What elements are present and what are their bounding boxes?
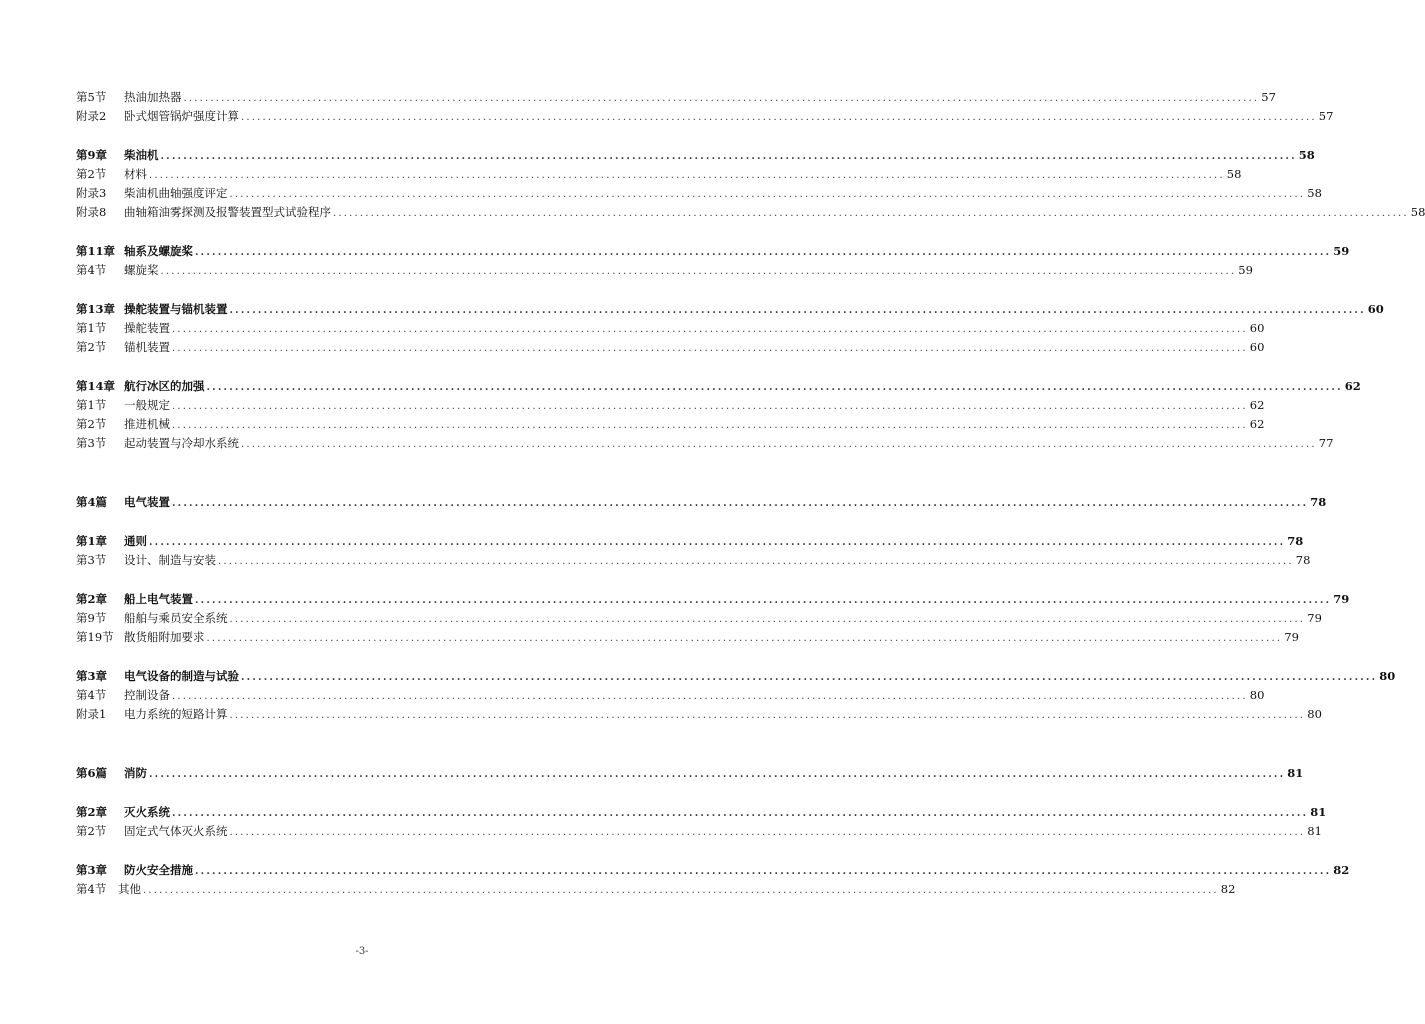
toc-entry-title: 散货船附加要求 [124, 630, 205, 644]
toc-entry[interactable] [76, 107, 1334, 126]
toc-entry-label: 第1章 [76, 534, 108, 548]
toc-entry-label: 第14章 [76, 379, 116, 393]
dot-leader: ........................................................................................................................................................................................................ [229, 189, 1306, 200]
toc-entry[interactable] [76, 667, 1396, 686]
toc-entry[interactable] [76, 319, 1265, 338]
dot-leader: ........................................................................................................................................................................................................ [195, 595, 1332, 606]
toc-entry[interactable] [76, 686, 1265, 705]
toc-entry-page: 81 [1287, 766, 1304, 780]
toc-entry-label: 附录3 [76, 186, 107, 200]
toc-entry-label: 第9章 [76, 148, 108, 162]
dot-leader: ........................................................................................................................................................................................................ [229, 614, 1306, 625]
toc-entry[interactable] [76, 165, 1242, 184]
toc-entry-title: 电气设备的制造与试验 [124, 669, 239, 683]
toc-entry-page: 78 [1310, 495, 1327, 509]
section-gap [76, 453, 650, 493]
toc-entry-title: 控制设备 [124, 688, 170, 702]
toc-entry-label: 第4节 [76, 263, 107, 277]
toc-entry-page: 57 [1261, 90, 1276, 104]
toc-entry-label: 附录8 [76, 205, 107, 219]
toc-entry-label: 第1节 [76, 398, 107, 412]
toc-entry-label: 第4篇 [76, 495, 108, 509]
toc-entry[interactable] [76, 377, 1361, 396]
toc-entry-label: 第2节 [76, 167, 107, 181]
dot-leader: ........................................................................................................................................................................................................ [160, 151, 1297, 162]
toc-entry-page: 81 [1307, 824, 1322, 838]
toc-entry-label: 第13章 [76, 302, 116, 316]
dot-leader: ........................................................................................................................................................................................................ [183, 93, 1260, 104]
toc-entry-title: 固定式气体灭火系统 [124, 824, 228, 838]
table-of-contents [76, 88, 1425, 899]
toc-entry-title: 电力系统的短路计算 [124, 707, 228, 721]
toc-entry-page: 58 [1298, 148, 1315, 162]
toc-entry-label: 第2节 [76, 824, 107, 838]
toc-entry-page: 80 [1307, 707, 1322, 721]
dot-leader: ........................................................................................................................................................................................................ [241, 112, 1317, 123]
toc-entry[interactable] [76, 88, 1276, 107]
toc-entry-title: 设计、制造与安装 [124, 553, 216, 567]
toc-entry[interactable] [76, 146, 1315, 165]
toc-entry-page: 62 [1249, 398, 1265, 412]
section-gap [76, 570, 650, 590]
toc-entry-title: 热油加热器 [124, 90, 182, 104]
toc-entry-page: 57 [1318, 109, 1334, 123]
dot-leader: ........................................................................................................................................................................................................ [195, 247, 1332, 258]
toc-entry-title: 操舵装置 [124, 321, 170, 335]
toc-entry-page: 59 [1238, 263, 1253, 277]
toc-entry-page: 60 [1367, 302, 1384, 316]
dot-leader: ........................................................................................................................................................................................................ [160, 266, 1237, 277]
toc-entry-page: 60 [1249, 321, 1265, 335]
dot-leader: ........................................................................................................................................................................................................ [229, 827, 1306, 838]
section-gap [76, 126, 650, 146]
toc-entry-label: 第3节 [76, 553, 107, 567]
toc-entry-label: 第3节 [76, 436, 107, 450]
toc-entry-label: 第2章 [76, 592, 108, 606]
toc-entry[interactable] [76, 861, 1350, 880]
toc-entry-page: 58 [1226, 167, 1242, 181]
toc-entry[interactable] [76, 705, 1322, 724]
toc-entry[interactable] [76, 203, 1425, 222]
toc-entry-label: 第2节 [76, 340, 107, 354]
toc-entry-title: 柴油机 [124, 148, 159, 162]
toc-entry-title: 电气装置 [124, 495, 170, 509]
section-gap [76, 357, 650, 377]
toc-entry-label: 第2节 [76, 417, 107, 431]
section-gap [76, 724, 650, 764]
toc-entry-title: 螺旋桨 [124, 263, 159, 277]
section-gap [76, 841, 650, 861]
toc-entry-page: 78 [1295, 553, 1311, 567]
toc-entry-page: 62 [1249, 417, 1265, 431]
dot-leader: ........................................................................................................................................................................................................ [172, 401, 1248, 412]
dot-leader: ........................................................................................................................................................................................................ [149, 537, 1286, 548]
dot-leader: ........................................................................................................................................................................................................ [172, 343, 1248, 354]
toc-entry-label: 第6篇 [76, 766, 108, 780]
toc-entry-title: 灭火系统 [124, 805, 170, 819]
toc-entry-page: 79 [1333, 592, 1350, 606]
toc-entry-title: 操舵装置与锚机装置 [124, 302, 228, 316]
toc-entry-label: 第4节 [76, 688, 107, 702]
toc-entry-label: 附录2 [76, 109, 107, 123]
toc-entry-title: 卧式烟管锅炉强度计算 [124, 109, 239, 123]
toc-entry[interactable] [76, 300, 1384, 319]
toc-entry-title: 一般规定 [124, 398, 170, 412]
toc-entry[interactable] [76, 434, 1334, 453]
toc-entry-title: 消防 [124, 766, 147, 780]
toc-entry-page: 81 [1310, 805, 1327, 819]
toc-entry-label: 第3章 [76, 863, 108, 877]
toc-entry[interactable] [76, 338, 1265, 357]
toc-entry-page: 77 [1318, 436, 1334, 450]
toc-entry-title: 柴油机曲轴强度评定 [124, 186, 228, 200]
dot-leader: ........................................................................................................................................................................................................ [172, 420, 1248, 431]
toc-entry[interactable] [76, 532, 1304, 551]
dot-leader: ........................................................................................................................................................................................................ [172, 808, 1309, 819]
toc-entry-label: 第9节 [76, 611, 107, 625]
dot-leader: ........................................................................................................................................................................................................ [172, 691, 1248, 702]
page-number: -3- [355, 946, 369, 957]
dot-leader: ........................................................................................................................................................................................................ [229, 710, 1306, 721]
dot-leader: ........................................................................................................................................................................................................ [241, 439, 1317, 450]
toc-entry-label: 第2章 [76, 805, 108, 819]
toc-entry[interactable] [76, 822, 1322, 841]
toc-entry-page: 80 [1249, 688, 1265, 702]
toc-entry[interactable] [76, 184, 1322, 203]
toc-entry[interactable] [76, 628, 1299, 647]
toc-entry-page: 59 [1333, 244, 1350, 258]
toc-entry[interactable] [76, 415, 1265, 434]
dot-leader: ........................................................................................................................................................................................................ [172, 324, 1248, 335]
toc-entry[interactable] [76, 590, 1350, 609]
toc-entry-page: 82 [1333, 863, 1350, 877]
toc-entry-title: 轴系及螺旋桨 [124, 244, 193, 258]
toc-entry-label: 第4节 [76, 882, 107, 896]
toc-entry[interactable] [76, 261, 1253, 280]
section-gap [76, 647, 650, 667]
toc-entry-label: 第19节 [76, 630, 114, 644]
toc-entry-label: 第1节 [76, 321, 107, 335]
toc-entry-label: 第3章 [76, 669, 108, 683]
section-gap [76, 280, 650, 300]
toc-entry-page: 60 [1249, 340, 1265, 354]
toc-entry-title: 船上电气装置 [124, 592, 193, 606]
dot-leader: ........................................................................................................................................................................................................ [333, 208, 1409, 219]
dot-leader: ........................................................................................................................................................................................................ [206, 633, 1283, 644]
toc-entry-title: 锚机装置 [124, 340, 170, 354]
dot-leader: ........................................................................................................................................................................................................ [241, 672, 1378, 683]
toc-entry[interactable] [76, 493, 1327, 512]
dot-leader: ........................................................................................................................................................................................................ [218, 556, 1294, 567]
dot-leader: ........................................................................................................................................................................................................ [206, 382, 1343, 393]
toc-entry-title: 防火安全措施 [124, 863, 193, 877]
toc-entry[interactable] [76, 803, 1327, 822]
toc-entry[interactable] [76, 242, 1350, 261]
toc-entry[interactable] [76, 880, 1236, 899]
toc-entry[interactable] [76, 609, 1322, 628]
toc-entry-page: 79 [1307, 611, 1322, 625]
toc-entry[interactable] [76, 396, 1265, 415]
dot-leader: ........................................................................................................................................................................................................ [229, 305, 1366, 316]
toc-entry-page: 58 [1410, 205, 1425, 219]
dot-leader: ........................................................................................................................................................................................................ [149, 170, 1225, 181]
dot-leader: ........................................................................................................................................................................................................ [195, 866, 1332, 877]
toc-entry-label: 第11章 [76, 244, 116, 258]
section-gap [76, 222, 650, 242]
dot-leader: ........................................................................................................................................................................................................ [172, 498, 1309, 509]
toc-entry-page: 58 [1307, 186, 1322, 200]
toc-entry-label: 附录1 [76, 707, 107, 721]
section-gap [76, 512, 650, 532]
toc-entry-title: 通则 [124, 534, 147, 548]
toc-entry-title: 材料 [124, 167, 147, 181]
toc-entry-page: 78 [1287, 534, 1304, 548]
toc-entry[interactable] [76, 764, 1304, 783]
dot-leader: ........................................................................................................................................................................................................ [143, 885, 1219, 896]
toc-entry-title: 推进机械 [124, 417, 170, 431]
toc-entry-page: 82 [1220, 882, 1236, 896]
toc-entry-title: 起动装置与冷却水系统 [124, 436, 239, 450]
toc-entry-page: 80 [1379, 669, 1396, 683]
toc-entry-page: 62 [1344, 379, 1361, 393]
dot-leader: ........................................................................................................................................................................................................ [149, 769, 1286, 780]
toc-entry-label: 第5节 [76, 90, 107, 104]
section-gap [76, 783, 650, 803]
toc-entry-title: 船舶与乘员安全系统 [124, 611, 228, 625]
toc-entry-title: 其他 [118, 882, 141, 896]
toc-entry-title: 曲轴箱油雾探测及报警装置型式试验程序 [124, 205, 331, 219]
toc-entry-title: 航行冰区的加强 [124, 379, 205, 393]
toc-entry[interactable] [76, 551, 1311, 570]
toc-entry-page: 79 [1284, 630, 1299, 644]
